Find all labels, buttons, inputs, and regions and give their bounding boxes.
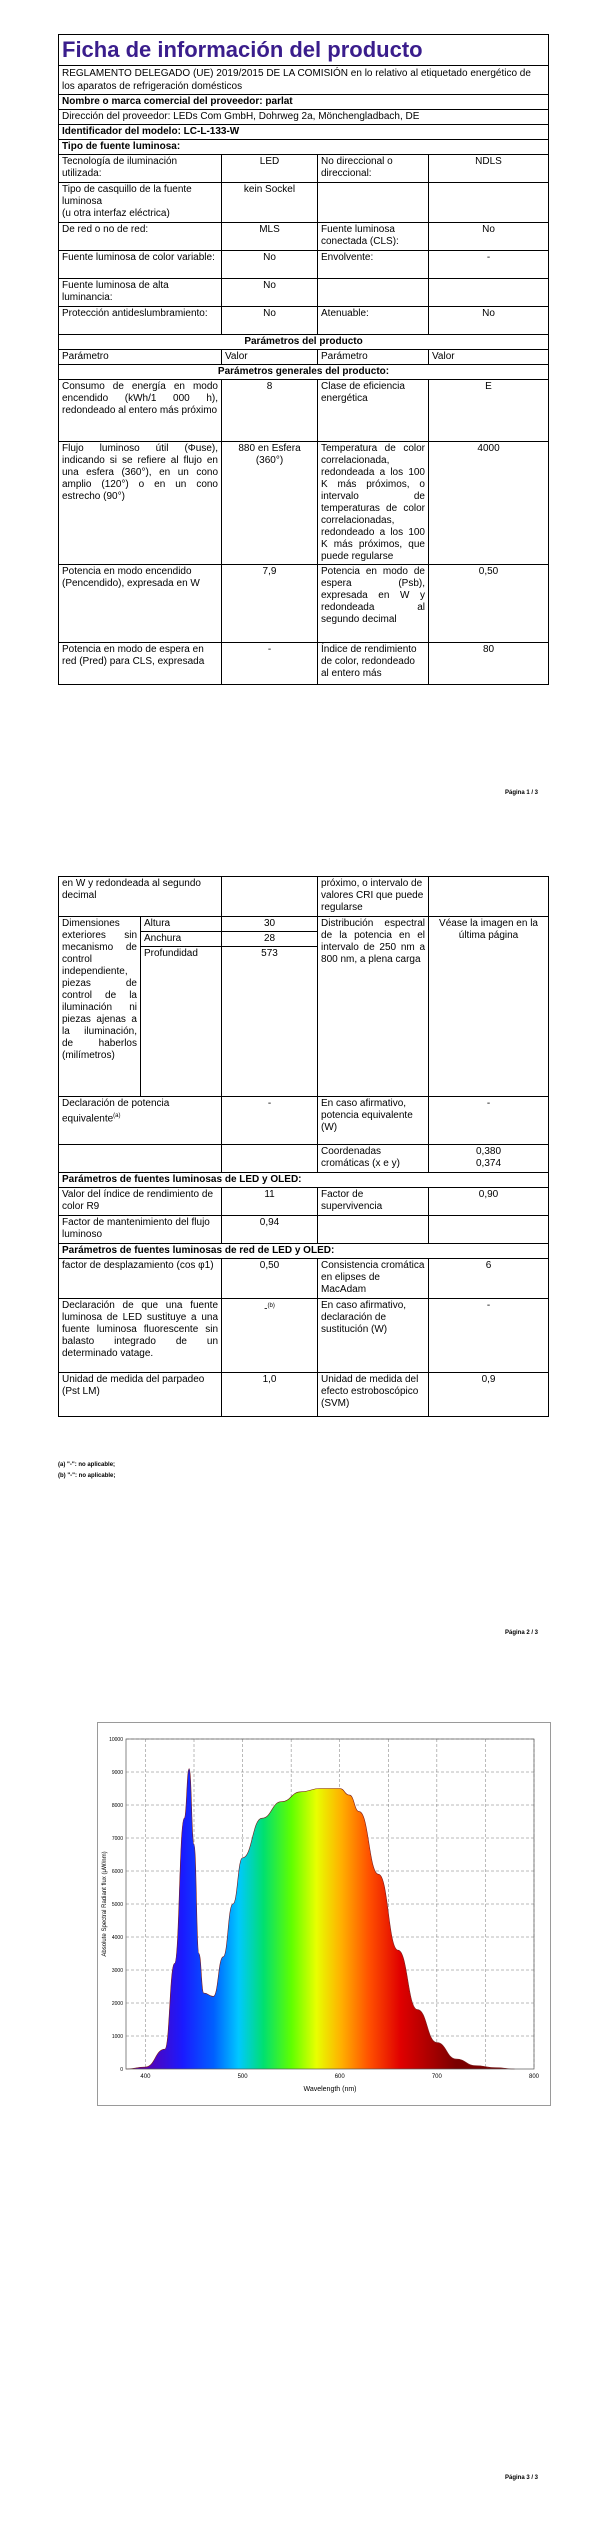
replacement-w-label: En caso afirmativo, declaración de sustitución (W) <box>318 1299 429 1373</box>
y-tick-label: 10000 <box>109 1737 123 1743</box>
displacement-value: 0,50 <box>222 1259 318 1299</box>
dimension-name: Profundidad <box>141 947 222 1097</box>
equiv-value: - <box>222 1097 318 1145</box>
macadam-label: Consistencia cromática en elipses de MacAdam <box>318 1259 429 1299</box>
footnote-mark: (a) <box>113 1113 121 1119</box>
x-tick-label: 500 <box>237 2074 248 2080</box>
param-value: 80 <box>429 643 549 685</box>
footnote-a: (a) "-": no aplicable; <box>58 1462 116 1468</box>
spectrum-svg <box>98 1723 550 2105</box>
param-value: 8 <box>222 380 318 442</box>
equiv-label <box>59 1097 222 1145</box>
param-value: 4000 <box>429 442 549 565</box>
row-label: Fuente luminosa conectada (CLS): <box>318 223 429 251</box>
row-label <box>318 279 429 307</box>
row-label: Atenuable: <box>318 307 429 335</box>
param-label: Potencia en modo encendido (Pencendido), expresada en W <box>59 565 222 643</box>
chroma-label: Coordenadas cromáticas (x e y) <box>318 1145 429 1173</box>
param-label: en W y redondeada al segundo decimal <box>59 877 222 917</box>
row-label: Fuente luminosa de alta luminancia: <box>59 279 222 307</box>
row-value: kein Sockel <box>222 183 318 223</box>
dimension-name: Anchura <box>141 932 222 947</box>
row-value: No <box>429 223 549 251</box>
param-label: Temperatura de color correlacionada, redondeada a los 100 K más próximos, o intervalo de temperaturas de color correlacionadas, redondeado a los 100 K más próximos, que puede regularse <box>318 442 429 565</box>
chroma-y: 0,374 <box>476 1158 502 1169</box>
macadam-value: 6 <box>429 1259 549 1299</box>
displacement-label: factor de desplazamiento (cos φ1) <box>59 1259 222 1299</box>
row-value: MLS <box>222 223 318 251</box>
equiv-power-value: - <box>429 1097 549 1145</box>
spd-label: Distribución espectral de la potencia en el intervalo de 250 nm a 800 nm, a plena carga <box>318 917 429 1097</box>
row-value <box>429 279 549 307</box>
page-1-table <box>58 34 548 685</box>
param-label: Flujo luminoso útil (Φuse), indicando si se refiere al flujo en una esfera (360°), en un cono amplio (120°) o en un cono estrecho (90°) <box>59 442 222 565</box>
document-title: Ficha de información del producto <box>59 35 549 66</box>
survival-value: 0,90 <box>429 1188 549 1216</box>
survival-label: Factor de supervivencia <box>318 1188 429 1216</box>
param-label: próximo, o intervalo de valores CRI que puede regularse <box>318 877 429 917</box>
dimension-value: 28 <box>222 932 318 947</box>
row-value: No <box>222 279 318 307</box>
svm-label: Unidad de medida del efecto estroboscópico (SVM) <box>318 1373 429 1417</box>
y-tick-label: 3000 <box>111 1968 123 1974</box>
replacement-value-text: - <box>264 1303 268 1315</box>
col-header-param: Parámetro <box>59 350 222 365</box>
replacement-w-value: - <box>429 1299 549 1373</box>
row-label: De red o no de red: <box>59 223 222 251</box>
param-value: 7,9 <box>222 565 318 643</box>
row-label <box>318 183 429 223</box>
maintenance-label: Factor de mantenimiento del flujo luminoso <box>59 1216 222 1244</box>
source-type-heading: Tipo de fuente luminosa: <box>59 140 549 155</box>
row-label: Fuente luminosa de color variable: <box>59 251 222 279</box>
col-header-param: Parámetro <box>318 350 429 365</box>
row-value: LED <box>222 155 318 183</box>
param-value: E <box>429 380 549 442</box>
row-label: Tecnología de iluminación utilizada: <box>59 155 222 183</box>
row-value: - <box>429 251 549 279</box>
y-tick-label: 7000 <box>111 1836 123 1842</box>
svm-value: 0,9 <box>429 1373 549 1417</box>
chroma-values <box>429 1145 549 1173</box>
page-number: Página 2 / 3 <box>505 1630 539 1636</box>
y-tick-label: 1000 <box>111 2034 123 2040</box>
page-number: Página 3 / 3 <box>505 2475 539 2481</box>
footnote-b: (b) "-": no aplicable; <box>58 1473 116 1479</box>
y-tick-label: 9000 <box>111 1770 123 1776</box>
row-label: Tipo de casquillo de la fuente luminosa (u otra interfaz eléctrica) <box>59 183 222 223</box>
regulation-text: REGLAMENTO DELEGADO (UE) 2019/2015 DE LA COMISIÓN en lo relativo al etiquetado energético de los aparatos de refrigeración domésticos <box>59 66 549 95</box>
chroma-x: 0,380 <box>476 1146 502 1157</box>
y-tick-label: 5000 <box>111 1902 123 1908</box>
row-value: No <box>222 251 318 279</box>
param-label: Índice de rendimiento de color, redondeado al entero más <box>318 643 429 685</box>
x-tick-label: 400 <box>140 2074 151 2080</box>
col-header-value: Valor <box>222 350 318 365</box>
product-params-heading: Parámetros del producto <box>59 335 549 350</box>
param-value: - <box>222 643 318 685</box>
replacement-value <box>222 1299 318 1373</box>
dimension-value: 573 <box>222 947 318 1097</box>
equiv-label-text: Declaración de potencia equivalente <box>62 1098 170 1125</box>
row-label: No direccional o direccional: <box>318 155 429 183</box>
row-value <box>429 183 549 223</box>
y-tick-label: 8000 <box>111 1803 123 1809</box>
dimension-value: 30 <box>222 917 318 932</box>
row-label: Protección antideslumbramiento: <box>59 307 222 335</box>
param-value: 880 en Esfera (360°) <box>222 442 318 565</box>
x-tick-label: 800 <box>528 2074 540 2080</box>
param-label: Potencia en modo de espera (Psb), expresada en W y redondeada al segundo decimal <box>318 565 429 643</box>
r9-label: Valor del índice de rendimiento de color R9 <box>59 1188 222 1216</box>
spd-value: Véase la imagen en la última página <box>429 917 549 1097</box>
footnote-mark: (b) <box>267 1303 275 1309</box>
y-tick-label: 0 <box>120 2067 123 2073</box>
supplier-address: Dirección del proveedor: LEDs Com GmbH, Dohrweg 2a, Mönchengladbach, DE <box>59 110 549 125</box>
x-tick-label: 700 <box>431 2074 442 2080</box>
param-value: 0,50 <box>429 565 549 643</box>
param-label: Potencia en modo de espera en red (Pred) para CLS, expresada <box>59 643 222 685</box>
led-params-heading: Parámetros de fuentes luminosas de LED y OLED: <box>59 1173 549 1188</box>
x-tick-label: 600 <box>334 2074 345 2080</box>
row-value: No <box>429 307 549 335</box>
y-axis-label: Absolute Spectral Radiant flux (μW/nm) <box>102 1851 108 1957</box>
row-value: No <box>222 307 318 335</box>
y-tick-label: 4000 <box>111 1935 123 1941</box>
dimensions-label: Dimensiones exteriores sin mecanismo de control independiente, piezas de control de la iluminación ni piezas ajenas a la iluminación, de haberlos (milímetros) <box>59 917 141 1097</box>
y-tick-label: 6000 <box>111 1869 123 1875</box>
param-label: Clase de eficiencia energética <box>318 380 429 442</box>
r9-value: 11 <box>222 1188 318 1216</box>
page-number: Página 1 / 3 <box>505 790 539 796</box>
page-2-table <box>58 876 548 1417</box>
spectrum-area <box>126 1769 515 2069</box>
spectrum-chart <box>97 1722 551 2106</box>
row-value: NDLS <box>429 155 549 183</box>
maintenance-value: 0,94 <box>222 1216 318 1244</box>
pst-label: Unidad de medida del parpadeo (Pst LM) <box>59 1373 222 1417</box>
col-header-value: Valor <box>429 350 549 365</box>
y-tick-label: 2000 <box>111 2001 123 2007</box>
x-axis-label: Wavelength (nm) <box>303 2086 357 2093</box>
general-params-heading: Parámetros generales del producto: <box>59 365 549 380</box>
model-identifier: Identificador del modelo: LC-L-133-W <box>59 125 549 140</box>
row-label: Envolvente: <box>318 251 429 279</box>
supplier-name: Nombre o marca comercial del proveedor: parlat <box>59 95 549 110</box>
replacement-label: Declaración de que una fuente luminosa de LED sustituye a una fuente luminosa fluorescente sin balasto integrado de un determinado vatage. <box>59 1299 222 1373</box>
mains-params-heading: Parámetros de fuentes luminosas de red de LED y OLED: <box>59 1244 549 1259</box>
footnotes <box>58 1460 115 1482</box>
pst-value: 1,0 <box>222 1373 318 1417</box>
dimension-name: Altura <box>141 917 222 932</box>
equiv-power-label: En caso afirmativo, potencia equivalente (W) <box>318 1097 429 1145</box>
param-label: Consumo de energía en modo encendido (kWh/1 000 h), redondeado al entero más próximo <box>59 380 222 442</box>
